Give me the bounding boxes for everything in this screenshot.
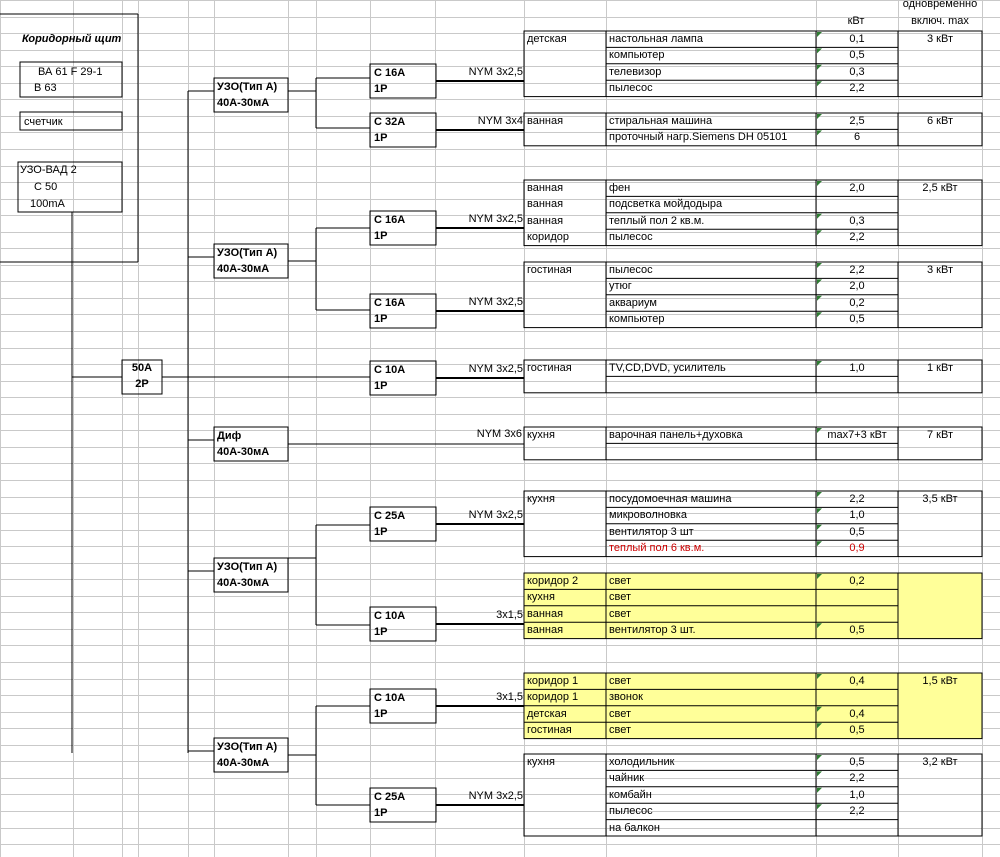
- room-label: гостиная: [527, 264, 572, 276]
- breaker-poles: 1Р: [374, 313, 388, 325]
- breaker-cable: NYM 3х2,5: [468, 509, 523, 521]
- power-value: 2,2: [849, 264, 865, 276]
- room-label: ванная: [527, 624, 564, 637]
- consumer-label: пылесос: [609, 264, 653, 276]
- power-value: 0,5: [849, 624, 865, 637]
- room-label: кухня: [527, 493, 555, 505]
- consumer-label: фен: [609, 182, 631, 194]
- consumer-label: стиральная машина: [609, 115, 713, 127]
- room-label: ванная: [527, 182, 564, 194]
- power-value: 2,0: [849, 280, 865, 293]
- room-label: детская: [527, 33, 567, 45]
- breaker-cable: NYM 3х4: [477, 115, 523, 127]
- panel-meter: счетчик: [24, 116, 63, 128]
- breaker-cable: NYM 3х6: [476, 428, 522, 440]
- consumer-label: посудомоечная машина: [609, 493, 732, 505]
- power-value: 1,0: [849, 788, 865, 801]
- power-value: 2,2: [849, 82, 865, 95]
- consumer-label: настольная лампа: [609, 33, 704, 45]
- group-max: 1,5 кВт: [922, 675, 958, 687]
- consumer-label: свет: [609, 607, 632, 620]
- group-max: 7 кВт: [927, 429, 953, 441]
- room-label: ванная: [527, 198, 564, 211]
- breaker-poles: 1Р: [374, 626, 388, 638]
- power-value: 0,3: [849, 65, 865, 78]
- rcd-type: Диф: [217, 430, 242, 442]
- rcd-rating: 40А-30мА: [217, 577, 270, 589]
- rcd-rating: 40А-30мА: [217, 446, 270, 458]
- breaker-cable: NYM 3х2,5: [468, 213, 523, 225]
- group-max: 3,2 кВт: [922, 756, 958, 768]
- consumer-label: пылесос: [609, 805, 653, 818]
- consumer-label: чайник: [609, 772, 645, 785]
- breaker-poles: 1Р: [374, 380, 388, 392]
- breaker-poles: 1Р: [374, 708, 388, 720]
- panel-title: Коридорный щит: [22, 33, 122, 45]
- power-value: 0,3: [849, 214, 865, 227]
- consumer-label: утюг: [609, 280, 632, 293]
- room-label: ванная: [527, 214, 564, 227]
- consumer-label: свет: [609, 575, 632, 587]
- power-value: 2,5: [849, 115, 865, 127]
- room-label: ванная: [527, 607, 564, 620]
- consumer-label: теплый пол 6 кв.м.: [609, 542, 705, 555]
- panel-breaker-line2: B 63: [34, 82, 57, 94]
- group-max: 3,5 кВт: [922, 493, 958, 505]
- panel-rcd-line1: УЗО-ВАД 2: [20, 164, 77, 176]
- breaker-rating: С 16А: [374, 67, 406, 79]
- room-label: гостиная: [527, 362, 572, 374]
- room-label: детская: [527, 707, 567, 720]
- breaker-cable: NYM 3х2,5: [468, 66, 523, 78]
- consumer-label: свет: [609, 724, 632, 737]
- power-value: 2,2: [849, 772, 865, 785]
- power-value: 0,5: [849, 49, 865, 62]
- power-value: 0,1: [849, 33, 865, 45]
- rcd-rating: 40А-30мА: [217, 97, 270, 109]
- power-value: 0,5: [849, 756, 865, 768]
- power-value: 0,2: [849, 296, 865, 309]
- consumer-label: компьютер: [609, 313, 665, 326]
- consumer-label: TV,CD,DVD, усилитель: [609, 362, 726, 374]
- breaker-rating: С 16А: [374, 214, 406, 226]
- group-max: 2,5 кВт: [922, 182, 958, 194]
- panel-breaker-line1: ВА 61 F 29-1: [38, 66, 103, 78]
- room-label: коридор 1: [527, 691, 579, 704]
- group-max: 3 кВт: [927, 33, 953, 45]
- main-breaker-poles: 2Р: [135, 378, 149, 390]
- rcd-rating: 40А-30мА: [217, 757, 270, 769]
- power-value: max7+3 кВт: [827, 429, 887, 441]
- breaker-cable: 3х1,5: [496, 691, 523, 703]
- breaker-rating: С 16А: [374, 297, 406, 309]
- consumer-label: комбайн: [609, 788, 652, 801]
- breaker-poles: 1Р: [374, 807, 388, 819]
- consumer-label: вентилятор 3 шт: [609, 525, 694, 538]
- consumer-label: компьютер: [609, 49, 665, 62]
- breaker-cable: NYM 3х2,5: [468, 363, 523, 375]
- breaker-cable: NYM 3х2,5: [468, 296, 523, 308]
- room-label: кухня: [527, 429, 555, 441]
- breaker-rating: С 25А: [374, 510, 406, 522]
- header-max-line1: одновременно: [902, 0, 978, 10]
- breaker-cable: 3х1,5: [496, 609, 523, 621]
- consumer-label: пылесос: [609, 82, 653, 95]
- consumer-label: аквариум: [609, 296, 657, 309]
- breaker-poles: 1Р: [374, 132, 388, 144]
- room-label: кухня: [527, 591, 555, 604]
- rcd-type: УЗО(Тип А): [217, 561, 278, 573]
- power-value: 0,5: [849, 525, 865, 538]
- consumer-label: проточный нагр.Siemens DH 05101: [609, 131, 788, 144]
- room-label: ванная: [527, 115, 564, 127]
- consumer-label: пылесос: [609, 231, 653, 244]
- power-value: 0,9: [849, 542, 865, 555]
- consumer-label: микроволновка: [609, 509, 687, 522]
- power-value: 2,2: [849, 231, 865, 244]
- room-label: гостиная: [527, 724, 572, 737]
- group-max: 1 кВт: [927, 362, 953, 374]
- rcd-type: УЗО(Тип А): [217, 741, 278, 753]
- consumer-label: холодильник: [609, 756, 675, 768]
- breaker-poles: 1Р: [374, 526, 388, 538]
- room-label: коридор 1: [527, 675, 579, 687]
- panel-rcd-line2: С 50: [34, 181, 58, 193]
- power-value: 2,2: [849, 805, 865, 818]
- rcd-type: УЗО(Тип А): [217, 81, 278, 93]
- power-value: 0,5: [849, 313, 865, 326]
- breaker-rating: С 25А: [374, 791, 406, 803]
- power-value: 6: [853, 131, 861, 144]
- consumer-label: телевизор: [609, 65, 662, 78]
- consumer-label: свет: [609, 675, 632, 687]
- rcd-type: УЗО(Тип А): [217, 247, 278, 259]
- header-kw: кВт: [847, 15, 865, 27]
- consumer-label: свет: [609, 591, 632, 604]
- power-value: 0,5: [849, 724, 865, 737]
- power-value: 1,0: [849, 509, 865, 522]
- breaker-poles: 1Р: [374, 83, 388, 95]
- room-label: кухня: [527, 756, 555, 768]
- power-value: 0,2: [849, 575, 865, 587]
- breaker-rating: С 10А: [374, 692, 406, 704]
- breaker-poles: 1Р: [374, 230, 388, 242]
- power-value: 1,0: [849, 362, 865, 374]
- power-value: 0,4: [849, 707, 865, 720]
- room-label: коридор: [527, 231, 569, 244]
- breaker-rating: С 10А: [374, 610, 406, 622]
- consumer-label: на балкон: [609, 821, 660, 834]
- panel-rcd-line3: 100mA: [30, 198, 65, 210]
- group-max: 3 кВт: [927, 264, 953, 276]
- consumer-label: теплый пол 2 кв.м.: [609, 214, 705, 227]
- consumer-label: свет: [609, 707, 632, 720]
- group-max: 6 кВт: [927, 115, 953, 127]
- consumer-label: варочная панель+духовка: [609, 429, 743, 441]
- consumer-label: вентилятор 3 шт.: [609, 624, 696, 637]
- header-max-line2: включ. max: [911, 15, 969, 27]
- room-label: коридор 2: [527, 575, 579, 587]
- power-value: 2,2: [849, 493, 865, 505]
- consumer-label: звонок: [609, 691, 643, 704]
- breaker-rating: С 10А: [374, 364, 406, 376]
- breaker-rating: С 32А: [374, 116, 406, 128]
- consumer-label: подсветка мойдодыра: [609, 198, 723, 211]
- breaker-cable: NYM 3х2,5: [468, 790, 523, 802]
- main-breaker-rating: 50А: [131, 362, 153, 374]
- power-value: 2,0: [849, 182, 865, 194]
- power-value: 0,4: [849, 675, 865, 687]
- rcd-rating: 40А-30мА: [217, 263, 270, 275]
